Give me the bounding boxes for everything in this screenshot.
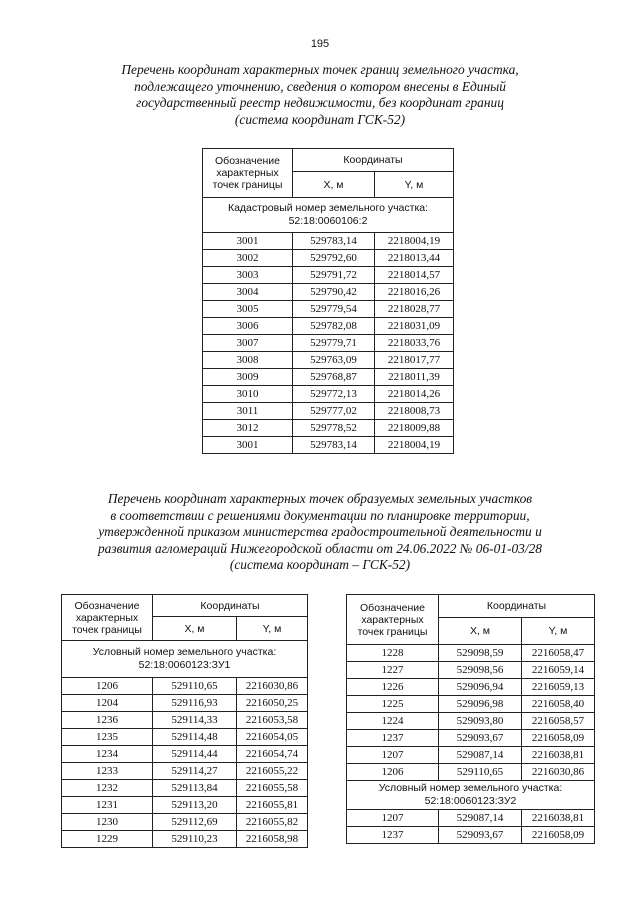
table-row bbox=[203, 318, 454, 335]
header-designation: Обозначение характерных точек границы bbox=[203, 149, 293, 198]
y-coord-cell: 2216055,81 bbox=[237, 797, 308, 814]
x-coord-cell: 529098,56 bbox=[439, 662, 522, 679]
point-id-cell: 3001 bbox=[203, 437, 293, 454]
table-row bbox=[203, 250, 454, 267]
table-row bbox=[347, 645, 595, 662]
point-id-cell: 1204 bbox=[62, 695, 153, 712]
point-id-cell: 1207 bbox=[347, 747, 439, 764]
table-row bbox=[203, 420, 454, 437]
x-coord-cell: 529763,09 bbox=[293, 352, 375, 369]
table-row bbox=[203, 301, 454, 318]
parcel-number: 52:18:0060123:ЗУ1 bbox=[138, 659, 231, 671]
point-id-cell: 3001 bbox=[203, 233, 293, 250]
parcel-label: Условный номер земельного участка: bbox=[378, 782, 563, 794]
header-x: X, м bbox=[439, 618, 522, 645]
x-coord-cell: 529096,94 bbox=[439, 679, 522, 696]
header-y: Y, м bbox=[237, 617, 308, 641]
point-id-cell: 1235 bbox=[62, 729, 153, 746]
section1-title-line: Перечень координат характерных точек границ земельного участка, bbox=[121, 62, 519, 77]
table-row bbox=[62, 729, 308, 746]
table-row bbox=[62, 678, 308, 695]
y-coord-cell: 2218004,19 bbox=[375, 437, 454, 454]
table-row bbox=[62, 797, 308, 814]
y-coord-cell: 2216058,57 bbox=[522, 713, 595, 730]
y-coord-cell: 2216050,25 bbox=[237, 695, 308, 712]
point-id-cell: 3011 bbox=[203, 403, 293, 420]
table-row bbox=[62, 746, 308, 763]
x-coord-cell: 529782,08 bbox=[293, 318, 375, 335]
x-coord-cell: 529113,20 bbox=[153, 797, 237, 814]
section2-title-line: утвержденной приказом министерства градостроительной деятельности и bbox=[98, 524, 542, 539]
point-id-cell: 3003 bbox=[203, 267, 293, 284]
x-coord-cell: 529114,27 bbox=[153, 763, 237, 780]
x-coord-cell: 529792,60 bbox=[293, 250, 375, 267]
point-id-cell: 1227 bbox=[347, 662, 439, 679]
point-id-cell: 1225 bbox=[347, 696, 439, 713]
x-coord-cell: 529779,54 bbox=[293, 301, 375, 318]
point-id-cell: 1231 bbox=[62, 797, 153, 814]
table-body bbox=[347, 645, 595, 781]
x-coord-cell: 529087,14 bbox=[439, 747, 522, 764]
x-coord-cell: 529093,80 bbox=[439, 713, 522, 730]
table-row bbox=[203, 369, 454, 386]
parcel-number: 52:18:0060106:2 bbox=[288, 215, 368, 227]
point-id-cell: 3009 bbox=[203, 369, 293, 386]
header-coordinates: Координаты bbox=[153, 595, 308, 617]
y-coord-cell: 2216058,47 bbox=[522, 645, 595, 662]
table-body bbox=[62, 678, 308, 848]
section1-title-line: (система координат ГСК-52) bbox=[234, 111, 406, 127]
x-coord-cell: 529778,52 bbox=[293, 420, 375, 437]
y-coord-cell: 2218014,57 bbox=[375, 267, 454, 284]
point-id-cell: 1206 bbox=[347, 764, 439, 781]
table-row bbox=[347, 764, 595, 781]
header-x: X, м bbox=[153, 617, 237, 641]
header-x: X, м bbox=[293, 172, 375, 198]
y-coord-cell: 2216058,09 bbox=[522, 730, 595, 747]
y-coord-cell: 2216054,74 bbox=[237, 746, 308, 763]
point-id-cell: 3010 bbox=[203, 386, 293, 403]
parcel-number-cell bbox=[203, 198, 454, 233]
table-row bbox=[203, 267, 454, 284]
table-row bbox=[62, 831, 308, 848]
table-row bbox=[203, 233, 454, 250]
point-id-cell: 3004 bbox=[203, 284, 293, 301]
y-coord-cell: 2218004,19 bbox=[375, 233, 454, 250]
y-coord-cell: 2218031,09 bbox=[375, 318, 454, 335]
y-coord-cell: 2216059,14 bbox=[522, 662, 595, 679]
section1-title bbox=[0, 62, 640, 128]
header-coordinates: Координаты bbox=[439, 595, 595, 618]
point-id-cell: 1230 bbox=[62, 814, 153, 831]
y-coord-cell: 2218011,39 bbox=[375, 369, 454, 386]
parcel-label: Кадастровый номер земельного участка: bbox=[227, 202, 429, 214]
table-row bbox=[203, 352, 454, 369]
y-coord-cell: 2218033,76 bbox=[375, 335, 454, 352]
y-coord-cell: 2216030,86 bbox=[522, 764, 595, 781]
point-id-cell: 3005 bbox=[203, 301, 293, 318]
table-row bbox=[347, 810, 595, 827]
y-coord-cell: 2216055,82 bbox=[237, 814, 308, 831]
y-coord-cell: 2218017,77 bbox=[375, 352, 454, 369]
y-coord-cell: 2216054,05 bbox=[237, 729, 308, 746]
y-coord-cell: 2216038,81 bbox=[522, 810, 595, 827]
point-id-cell: 1207 bbox=[347, 810, 439, 827]
point-id-cell: 1237 bbox=[347, 827, 439, 844]
section2-title-line: (система координат – ГСК-52) bbox=[229, 557, 411, 572]
y-coord-cell: 2218009,88 bbox=[375, 420, 454, 437]
table-body bbox=[203, 233, 454, 454]
parcel-number-cell bbox=[347, 781, 595, 810]
table-body bbox=[347, 810, 595, 844]
point-id-cell: 3008 bbox=[203, 352, 293, 369]
section2-title-line: в соответствии с решениями документации по планировке территории, bbox=[110, 507, 530, 523]
x-coord-cell: 529777,02 bbox=[293, 403, 375, 420]
y-coord-cell: 2216038,81 bbox=[522, 747, 595, 764]
point-id-cell: 1224 bbox=[347, 713, 439, 730]
section1-title-line: подлежащего уточнению, сведения о котором внесены в Единый bbox=[134, 78, 506, 94]
table-row bbox=[203, 335, 454, 352]
y-coord-cell: 2216059,13 bbox=[522, 679, 595, 696]
parcel-number-cell bbox=[62, 641, 308, 678]
x-coord-cell: 529791,72 bbox=[293, 267, 375, 284]
x-coord-cell: 529093,67 bbox=[439, 730, 522, 747]
point-id-cell: 1233 bbox=[62, 763, 153, 780]
x-coord-cell: 529096,98 bbox=[439, 696, 522, 713]
point-id-cell: 3007 bbox=[203, 335, 293, 352]
point-id-cell: 1237 bbox=[347, 730, 439, 747]
zu2-coordinates-table bbox=[346, 594, 595, 844]
y-coord-cell: 2216058,09 bbox=[522, 827, 595, 844]
x-coord-cell: 529790,42 bbox=[293, 284, 375, 301]
y-coord-cell: 2216058,98 bbox=[237, 831, 308, 848]
x-coord-cell: 529116,93 bbox=[153, 695, 237, 712]
x-coord-cell: 529098,59 bbox=[439, 645, 522, 662]
y-coord-cell: 2218013,44 bbox=[375, 250, 454, 267]
table-row bbox=[347, 730, 595, 747]
header-designation: Обозначение характерных точек границы bbox=[62, 595, 153, 641]
zu1-coordinates-table bbox=[61, 594, 308, 848]
table-row bbox=[62, 780, 308, 797]
x-coord-cell: 529114,48 bbox=[153, 729, 237, 746]
x-coord-cell: 529110,65 bbox=[153, 678, 237, 695]
point-id-cell: 3012 bbox=[203, 420, 293, 437]
x-coord-cell: 529114,33 bbox=[153, 712, 237, 729]
point-id-cell: 3006 bbox=[203, 318, 293, 335]
y-coord-cell: 2216055,58 bbox=[237, 780, 308, 797]
x-coord-cell: 529783,14 bbox=[293, 233, 375, 250]
table-row bbox=[62, 712, 308, 729]
y-coord-cell: 2218008,73 bbox=[375, 403, 454, 420]
x-coord-cell: 529113,84 bbox=[153, 780, 237, 797]
table-row bbox=[203, 386, 454, 403]
point-id-cell: 1226 bbox=[347, 679, 439, 696]
header-y: Y, м bbox=[375, 172, 454, 198]
table-row bbox=[347, 713, 595, 730]
parcel-label: Условный номер земельного участка: bbox=[92, 646, 277, 658]
point-id-cell: 1229 bbox=[62, 831, 153, 848]
x-coord-cell: 529087,14 bbox=[439, 810, 522, 827]
table-row bbox=[203, 437, 454, 454]
section2-title bbox=[0, 491, 640, 574]
parcel-number: 52:18:0060123:ЗУ2 bbox=[424, 795, 517, 807]
table-row bbox=[347, 827, 595, 844]
x-coord-cell: 529114,44 bbox=[153, 746, 237, 763]
point-id-cell: 1234 bbox=[62, 746, 153, 763]
header-y: Y, м bbox=[522, 618, 595, 645]
header-designation: Обозначение характерных точек границы bbox=[347, 595, 439, 645]
y-coord-cell: 2216055,22 bbox=[237, 763, 308, 780]
x-coord-cell: 529112,69 bbox=[153, 814, 237, 831]
table-row bbox=[62, 695, 308, 712]
page-number: 195 bbox=[310, 38, 330, 50]
table-row bbox=[203, 403, 454, 420]
table-row bbox=[347, 679, 595, 696]
point-id-cell: 1232 bbox=[62, 780, 153, 797]
table-row bbox=[347, 747, 595, 764]
table-row bbox=[62, 763, 308, 780]
table-row bbox=[62, 814, 308, 831]
y-coord-cell: 2218014,26 bbox=[375, 386, 454, 403]
section2-title-line: Перечень координат характерных точек образуемых земельных участков bbox=[107, 491, 533, 506]
point-id-cell: 1206 bbox=[62, 678, 153, 695]
x-coord-cell: 529772,13 bbox=[293, 386, 375, 403]
point-id-cell: 1228 bbox=[347, 645, 439, 662]
section2-title-line: развития агломераций Нижегородской области от 24.06.2022 № 06-01-03/28 bbox=[97, 540, 542, 556]
header-coordinates: Координаты bbox=[293, 149, 454, 172]
x-coord-cell: 529783,14 bbox=[293, 437, 375, 454]
y-coord-cell: 2218016,26 bbox=[375, 284, 454, 301]
x-coord-cell: 529768,87 bbox=[293, 369, 375, 386]
table-row bbox=[347, 662, 595, 679]
x-coord-cell: 529093,67 bbox=[439, 827, 522, 844]
section1-title-line: государственный реестр недвижимости, без координат границ bbox=[136, 95, 504, 110]
x-coord-cell: 529110,23 bbox=[153, 831, 237, 848]
y-coord-cell: 2218028,77 bbox=[375, 301, 454, 318]
x-coord-cell: 529779,71 bbox=[293, 335, 375, 352]
table-row bbox=[347, 696, 595, 713]
y-coord-cell: 2216053,58 bbox=[237, 712, 308, 729]
point-id-cell: 3002 bbox=[203, 250, 293, 267]
point-id-cell: 1236 bbox=[62, 712, 153, 729]
parcel-coordinates-table bbox=[202, 148, 454, 454]
y-coord-cell: 2216058,40 bbox=[522, 696, 595, 713]
x-coord-cell: 529110,65 bbox=[439, 764, 522, 781]
y-coord-cell: 2216030,86 bbox=[237, 678, 308, 695]
table-row bbox=[203, 284, 454, 301]
